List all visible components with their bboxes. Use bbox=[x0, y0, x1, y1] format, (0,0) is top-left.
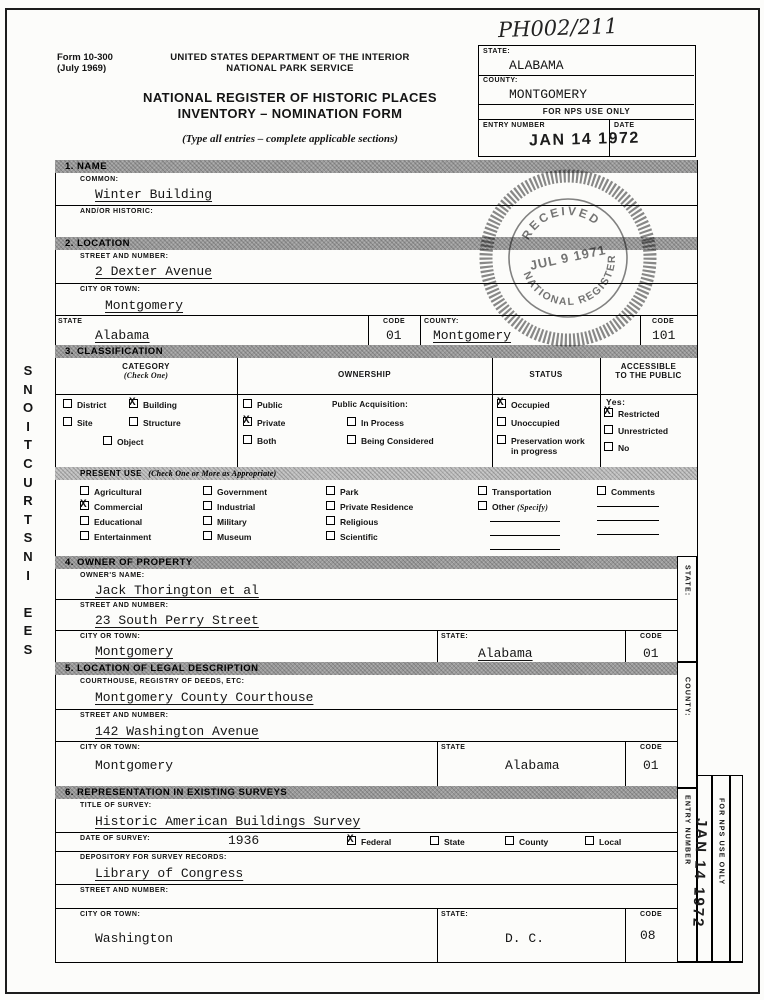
owner-name-value: Jack Thorington et al bbox=[95, 583, 259, 598]
industrial-checkbox bbox=[203, 501, 212, 510]
military-label: Military bbox=[217, 516, 247, 527]
s4-street-value: 23 South Perry Street bbox=[95, 613, 259, 628]
unoccupied-label: Unoccupied bbox=[511, 417, 560, 428]
depository-label: DEPOSITORY FOR SURVEY RECORDS: bbox=[80, 854, 227, 861]
s2-state-code-value: 01 bbox=[386, 328, 402, 343]
department-line1: UNITED STATES DEPARTMENT OF THE INTERIOR bbox=[170, 52, 410, 63]
divider bbox=[625, 908, 626, 962]
accessible-header-line1: ACCESSIBLE bbox=[620, 362, 677, 371]
preservation-checkbox bbox=[497, 435, 506, 444]
s5-code-label: CODE bbox=[640, 744, 663, 751]
in-process-label: In Process bbox=[361, 417, 404, 428]
private-residence-label: Private Residence bbox=[340, 501, 414, 512]
ownership-header: OWNERSHIP bbox=[338, 370, 391, 379]
other-write-in-line bbox=[490, 535, 560, 536]
survey-local-option bbox=[585, 836, 621, 847]
local-checkbox bbox=[585, 836, 594, 845]
form-number: Form 10-300 bbox=[57, 52, 113, 63]
section-1-bar: 1. NAME bbox=[55, 160, 697, 173]
in-process-checkbox bbox=[347, 417, 356, 426]
category-header-text: CATEGORY bbox=[122, 362, 170, 371]
form-revision: (July 1969) bbox=[57, 62, 107, 74]
building-label: Building bbox=[143, 399, 177, 410]
use-museum-option bbox=[203, 531, 251, 542]
use-transportation-option bbox=[478, 486, 552, 497]
handwritten-id: PH002/211 bbox=[497, 13, 619, 43]
category-object-option bbox=[103, 436, 143, 447]
category-site-option bbox=[63, 417, 93, 428]
s6-state-value: D. C. bbox=[505, 931, 545, 946]
courthouse-value: Montgomery County Courthouse bbox=[95, 690, 314, 705]
nps-state-value: ALABAMA bbox=[509, 58, 564, 73]
section-3-bar: 3. CLASSIFICATION bbox=[55, 345, 697, 358]
in-process-option bbox=[347, 417, 404, 428]
s2-state-code-label: CODE bbox=[383, 318, 406, 325]
sidebar-date-stamp: JAN 14 1972 bbox=[689, 817, 710, 929]
present-use-bar bbox=[55, 467, 697, 480]
divider bbox=[625, 741, 626, 786]
transportation-label: Transportation bbox=[492, 486, 552, 497]
stamp-register-text: NATIONAL REGISTER bbox=[520, 253, 619, 309]
divider bbox=[55, 851, 677, 852]
s5-street-value: 142 Washington Avenue bbox=[95, 724, 259, 739]
both-label: Both bbox=[257, 435, 277, 446]
sidebar-nps-use-label: FOR NPS USE ONLY bbox=[717, 798, 725, 886]
sidebar-outer-strip bbox=[730, 775, 743, 962]
s2-city-value: Montgomery bbox=[105, 298, 184, 313]
category-district-option bbox=[63, 399, 106, 410]
divider bbox=[437, 908, 438, 962]
preservation-label-line2: in progress bbox=[511, 445, 558, 456]
accessible-no-option bbox=[604, 442, 629, 453]
structure-checkbox bbox=[129, 417, 138, 426]
accessible-restricted-option bbox=[604, 408, 660, 419]
no-label: No bbox=[618, 442, 630, 453]
district-label: District bbox=[77, 399, 107, 410]
county-cb-label: County bbox=[519, 836, 549, 847]
nps-use-box bbox=[478, 45, 696, 157]
private-checkbox bbox=[243, 417, 252, 426]
sidebar-state-strip bbox=[677, 556, 697, 662]
section-5-bar: 5. LOCATION OF LEGAL DESCRIPTION bbox=[55, 662, 677, 675]
use-other-option bbox=[478, 501, 548, 512]
category-building-option bbox=[129, 399, 177, 410]
s4-state-value: Alabama bbox=[478, 646, 533, 661]
comments-write-in-line bbox=[597, 520, 659, 521]
public-acquisition-label: Public Acquisition: bbox=[332, 400, 408, 409]
department-line2: NATIONAL PARK SERVICE bbox=[226, 62, 354, 74]
other-label-text: Other bbox=[492, 501, 515, 512]
being-considered-checkbox bbox=[347, 435, 356, 444]
entertainment-checkbox bbox=[80, 531, 89, 540]
survey-date-value: 1936 bbox=[228, 833, 260, 848]
accessible-header bbox=[600, 362, 697, 380]
s6-city-value: Washington bbox=[95, 931, 174, 946]
transportation-checkbox bbox=[478, 486, 487, 495]
religious-checkbox bbox=[326, 516, 335, 525]
divider bbox=[55, 884, 677, 885]
s5-code-value: 01 bbox=[643, 758, 659, 773]
type-note: (Type all entries – complete applicable sections) bbox=[182, 133, 398, 145]
stamp-date-text: JUL 9 1971 bbox=[528, 242, 608, 273]
s4-city-label: CITY OR TOWN: bbox=[80, 633, 141, 640]
local-cb-label: Local bbox=[599, 836, 622, 847]
divider bbox=[479, 75, 694, 76]
divider bbox=[625, 630, 626, 662]
s2-county-label: COUNTY: bbox=[424, 318, 459, 325]
sidebar-state-label: STATE: bbox=[683, 565, 691, 597]
courthouse-label: COURTHOUSE, REGISTRY OF DEEDS, ETC: bbox=[80, 678, 245, 685]
divider bbox=[55, 630, 677, 631]
use-educational-option bbox=[80, 516, 142, 527]
other-write-in-line bbox=[490, 549, 560, 550]
status-header: STATUS bbox=[529, 370, 563, 379]
present-use-label: PRESENT USE bbox=[80, 469, 142, 478]
divider bbox=[420, 315, 421, 345]
accessible-yes-label: Yes: bbox=[606, 397, 626, 407]
received-stamp bbox=[449, 139, 686, 376]
divider bbox=[55, 832, 677, 833]
being-considered-option bbox=[347, 435, 434, 446]
date-stamp: JAN 14 1972 bbox=[528, 129, 640, 150]
sidebar-entry-number-label: ENTRY NUMBER bbox=[683, 795, 691, 866]
building-checkbox bbox=[129, 399, 138, 408]
survey-title-label: TITLE OF SURVEY: bbox=[80, 802, 152, 809]
section-2-bar: 2. LOCATION bbox=[55, 237, 697, 250]
comments-label: Comments bbox=[611, 486, 655, 497]
s2-county-code-value: 101 bbox=[652, 328, 676, 343]
government-checkbox bbox=[203, 486, 212, 495]
nps-county-value: MONTGOMERY bbox=[509, 87, 588, 102]
common-name-value: Winter Building bbox=[95, 187, 213, 202]
unrestricted-label: Unrestricted bbox=[618, 425, 669, 436]
sidebar-county-strip bbox=[677, 662, 697, 788]
s5-city-label: CITY OR TOWN: bbox=[80, 744, 141, 751]
survey-federal-option bbox=[347, 836, 391, 847]
divider bbox=[55, 599, 677, 600]
both-checkbox bbox=[243, 435, 252, 444]
park-checkbox bbox=[326, 486, 335, 495]
date-label: DATE bbox=[614, 122, 635, 129]
category-header-note: (Check One) bbox=[123, 371, 169, 380]
historic-name-label: AND/OR HISTORIC: bbox=[80, 208, 154, 215]
use-private-residence-option bbox=[326, 501, 413, 512]
structure-label: Structure bbox=[143, 417, 181, 428]
use-park-option bbox=[326, 486, 358, 497]
s2-state-value: Alabama bbox=[95, 328, 150, 343]
use-industrial-option bbox=[203, 501, 255, 512]
divider bbox=[437, 630, 438, 662]
form-title bbox=[95, 90, 485, 122]
divider bbox=[55, 709, 677, 710]
stamp-received-text: RECEIVED bbox=[518, 203, 604, 243]
survey-county-option bbox=[505, 836, 548, 847]
s6-city-label: CITY OR TOWN: bbox=[80, 911, 141, 918]
use-government-option bbox=[203, 486, 267, 497]
s6-state-label: STATE: bbox=[441, 911, 469, 918]
form-title-line2: INVENTORY – NOMINATION FORM bbox=[177, 106, 403, 121]
federal-label: Federal bbox=[361, 836, 392, 847]
s5-state-value: Alabama bbox=[505, 758, 560, 773]
use-agricultural-option bbox=[80, 486, 142, 497]
depository-value: Library of Congress bbox=[95, 866, 244, 881]
section-6-bar: 6. REPRESENTATION IN EXISTING SURVEYS bbox=[55, 786, 677, 799]
use-military-option bbox=[203, 516, 247, 527]
present-use-note: (Check One or More as Appropriate) bbox=[148, 469, 277, 478]
s2-city-label: CITY OR TOWN: bbox=[80, 286, 141, 293]
s2-street-value: 2 Dexter Avenue bbox=[95, 264, 213, 279]
occupied-label: Occupied bbox=[511, 399, 550, 410]
status-unoccupied-option bbox=[497, 417, 560, 428]
s5-street-label: STREET AND NUMBER: bbox=[80, 712, 169, 719]
form-title-line1: NATIONAL REGISTER OF HISTORIC PLACES bbox=[143, 90, 437, 105]
s5-city-value: Montgomery bbox=[95, 758, 174, 773]
accessible-unrestricted-option bbox=[604, 425, 668, 436]
occupied-checkbox bbox=[497, 399, 506, 408]
comments-write-in-line bbox=[597, 534, 659, 535]
county-checkbox bbox=[505, 836, 514, 845]
religious-label: Religious bbox=[340, 516, 379, 527]
divider bbox=[479, 104, 694, 105]
s6-street-label: STREET AND NUMBER: bbox=[80, 887, 169, 894]
federal-checkbox bbox=[347, 836, 356, 845]
nps-state-label: STATE: bbox=[483, 48, 511, 55]
government-label: Government bbox=[217, 486, 268, 497]
district-checkbox bbox=[63, 399, 72, 408]
being-considered-label: Being Considered bbox=[361, 435, 434, 446]
s6-code-label: CODE bbox=[640, 911, 663, 918]
public-label: Public bbox=[257, 399, 283, 410]
use-entertainment-option bbox=[80, 531, 151, 542]
common-name-label: COMMON: bbox=[80, 176, 119, 183]
military-checkbox bbox=[203, 516, 212, 525]
commercial-label: Commercial bbox=[94, 501, 143, 512]
ownership-private-option bbox=[243, 417, 285, 428]
restricted-checkbox bbox=[604, 408, 613, 417]
s2-state-label: STATE bbox=[58, 318, 83, 325]
private-residence-checkbox bbox=[326, 501, 335, 510]
agricultural-checkbox bbox=[80, 486, 89, 495]
divider bbox=[55, 741, 677, 742]
nps-use-only-label: FOR NPS USE ONLY bbox=[542, 107, 631, 116]
use-scientific-option bbox=[326, 531, 378, 542]
agricultural-label: Agricultural bbox=[94, 486, 142, 497]
category-header bbox=[55, 362, 237, 380]
section-4-bar: 4. OWNER OF PROPERTY bbox=[55, 556, 677, 569]
use-commercial-option bbox=[80, 501, 143, 512]
entry-number-label: ENTRY NUMBER bbox=[483, 122, 546, 129]
restricted-label: Restricted bbox=[618, 408, 660, 419]
divider bbox=[479, 119, 694, 120]
survey-date-label: DATE OF SURVEY: bbox=[80, 835, 151, 842]
s2-county-value: Montgomery bbox=[433, 328, 512, 343]
object-label: Object bbox=[117, 436, 144, 447]
use-religious-option bbox=[326, 516, 378, 527]
s5-state-label: STATE bbox=[441, 744, 466, 751]
other-write-in-line bbox=[490, 521, 560, 522]
object-checkbox bbox=[103, 436, 112, 445]
use-comments-option bbox=[597, 486, 655, 497]
comments-checkbox bbox=[597, 486, 606, 495]
status-preservation-option bbox=[497, 435, 585, 456]
ownership-public-option bbox=[243, 399, 283, 410]
no-checkbox bbox=[604, 442, 613, 451]
survey-state-option bbox=[430, 836, 465, 847]
owner-name-label: OWNER'S NAME: bbox=[80, 572, 145, 579]
ownership-both-option bbox=[243, 435, 276, 446]
s4-code-value: 01 bbox=[643, 646, 659, 661]
s4-city-value: Montgomery bbox=[95, 644, 174, 659]
s2-street-label: STREET AND NUMBER: bbox=[80, 253, 169, 260]
entertainment-label: Entertainment bbox=[94, 531, 152, 542]
other-checkbox bbox=[478, 501, 487, 510]
museum-checkbox bbox=[203, 531, 212, 540]
s4-state-label: STATE: bbox=[441, 633, 469, 640]
divider bbox=[368, 315, 369, 345]
s4-street-label: STREET AND NUMBER: bbox=[80, 602, 169, 609]
state-cb-label: State bbox=[444, 836, 465, 847]
commercial-checkbox bbox=[80, 501, 89, 510]
s4-code-label: CODE bbox=[640, 633, 663, 640]
s2-county-code-label: CODE bbox=[652, 318, 675, 325]
comments-write-in-line bbox=[597, 506, 659, 507]
sidebar-nps-use-strip bbox=[712, 775, 730, 962]
divider bbox=[437, 741, 438, 786]
other-label-note: (Specify) bbox=[517, 502, 549, 512]
form-number-block bbox=[57, 53, 113, 74]
site-checkbox bbox=[63, 417, 72, 426]
industrial-label: Industrial bbox=[217, 501, 256, 512]
other-label bbox=[492, 501, 548, 512]
educational-label: Educational bbox=[94, 516, 143, 527]
museum-label: Museum bbox=[217, 531, 252, 542]
see-instructions-vertical: S N O I T C U R T S N I E E S bbox=[22, 363, 34, 657]
department-heading bbox=[140, 53, 440, 74]
unoccupied-checkbox bbox=[497, 417, 506, 426]
survey-title-value: Historic American Buildings Survey bbox=[95, 814, 361, 829]
accessible-header-line2: TO THE PUBLIC bbox=[615, 371, 682, 380]
divider bbox=[55, 908, 677, 909]
educational-checkbox bbox=[80, 516, 89, 525]
form-bottom-border bbox=[55, 962, 743, 963]
status-occupied-option bbox=[497, 399, 550, 410]
state-checkbox bbox=[430, 836, 439, 845]
scientific-checkbox bbox=[326, 531, 335, 540]
private-label: Private bbox=[257, 417, 286, 428]
scientific-label: Scientific bbox=[340, 531, 378, 542]
nps-county-label: COUNTY: bbox=[483, 77, 518, 84]
park-label: Park bbox=[340, 486, 359, 497]
category-structure-option bbox=[129, 417, 181, 428]
unrestricted-checkbox bbox=[604, 425, 613, 434]
preservation-label bbox=[511, 435, 585, 456]
sidebar-county-label: COUNTY: bbox=[683, 677, 691, 717]
preservation-label-line1: Preservation work bbox=[511, 435, 585, 446]
public-checkbox bbox=[243, 399, 252, 408]
site-label: Site bbox=[77, 417, 93, 428]
s6-code-value: 08 bbox=[640, 928, 656, 943]
